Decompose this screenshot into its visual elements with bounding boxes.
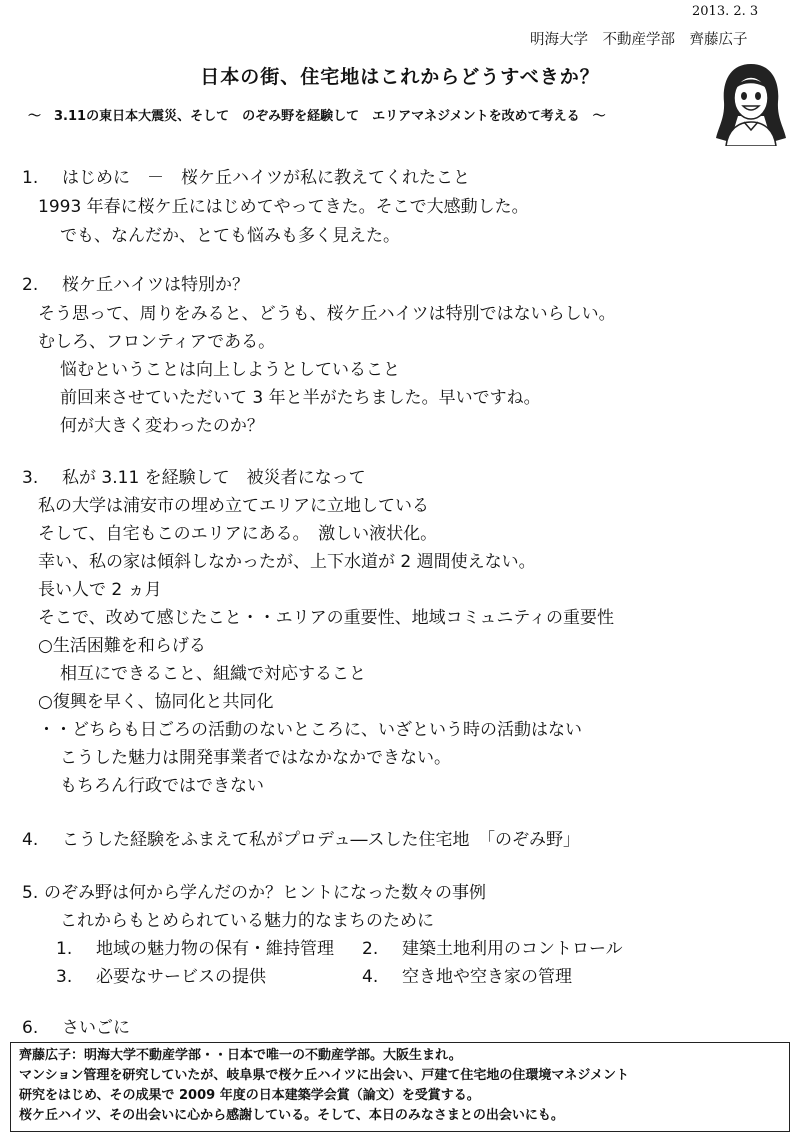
list-item bbox=[362, 962, 572, 987]
section-line: 相互にできること、組織で対応すること bbox=[60, 664, 366, 684]
section-heading-text: のぞみ野は何から学んだのか？ヒントになった数々の事例 bbox=[44, 883, 486, 903]
section-heading-text: 私が 3.11 を経験して 被災者になって bbox=[62, 468, 366, 488]
section-number: 5. bbox=[22, 883, 39, 903]
list-item bbox=[56, 934, 334, 959]
section-line: もちろん行政ではできない bbox=[60, 776, 264, 796]
section-5-heading bbox=[22, 878, 486, 903]
author-bio-box bbox=[10, 1042, 790, 1132]
section-line: 幸い、私の家は傾斜しなかったが、上下水道が 2 週間使えない。 bbox=[38, 552, 536, 572]
section-line: そこで、改めて感じたこと・・エリアの重要性、地域コミュニティの重要性 bbox=[38, 608, 614, 628]
list-item-number: 4. bbox=[362, 967, 379, 987]
page-title: 日本の街、住宅地はこれからどうすべきか？ bbox=[200, 66, 600, 88]
list-item-text: 必要なサービスの提供 bbox=[96, 967, 266, 987]
section-4-heading bbox=[22, 825, 580, 850]
author-avatar-illustration bbox=[712, 58, 790, 146]
bio-line: マンション管理を研究していたが、岐阜県で桜ケ丘ハイツに出会い、戸建て住宅地の住環境マネジメント bbox=[19, 1068, 630, 1083]
section-line: むしろ、フロンティアである。 bbox=[38, 332, 276, 352]
section-line: そして、自宅もこのエリアにある。 激しい液状化。 bbox=[38, 524, 438, 544]
section-line: これからもとめられている魅力的なまちのために bbox=[60, 911, 434, 931]
section-3-heading bbox=[22, 463, 366, 488]
section-line: ○生活困難を和らげる bbox=[38, 636, 206, 656]
section-line: ・・どちらも日ごろの活動のないところに、いざという時の活動はない bbox=[38, 720, 582, 740]
list-item-text: 建築土地利用のコントロール bbox=[402, 939, 623, 959]
list-item-number: 1. bbox=[56, 939, 73, 959]
bio-line: 齊藤広子：明海大学不動産学部・・日本で唯一の不動産学部。大阪生まれ。 bbox=[19, 1048, 462, 1063]
section-line: 私の大学は浦安市の埋め立てエリアに立地している bbox=[38, 496, 429, 516]
bio-line: 桜ケ丘ハイツ、その出会いに心から感謝している。そして、本日のみなさまとの出会いにも。 bbox=[19, 1108, 564, 1123]
section-line: 悩むということは向上しようとしていること bbox=[60, 360, 400, 380]
section-line: 前回来させていただいて 3 年と半がたちました。早いですね。 bbox=[60, 388, 541, 408]
section-number: 6. bbox=[22, 1018, 39, 1038]
list-item-number: 3. bbox=[56, 967, 73, 987]
date: 2013. 2. 3 bbox=[692, 4, 759, 19]
section-line: こうした魅力は開発事業者ではなかなかできない。 bbox=[60, 748, 451, 768]
section-heading-text: はじめに － 桜ケ丘ハイツが私に教えてくれたこと bbox=[62, 168, 470, 188]
section-number: 3. bbox=[22, 468, 39, 488]
page-subtitle: ～ 3.11の東日本大震災、そして のぞみ野を経験して エリアマネジメントを改めて考える ～ bbox=[28, 109, 606, 124]
section-line: 1993 年春に桜ケ丘にはじめてやってきた。そこで大感動した。 bbox=[38, 197, 529, 217]
section-6-heading bbox=[22, 1013, 130, 1038]
section-heading-text: さいごに bbox=[62, 1018, 130, 1038]
list-item-text: 地域の魅力物の保有・維持管理 bbox=[96, 939, 334, 959]
section-2-heading bbox=[22, 270, 249, 295]
section-heading-text: 桜ケ丘ハイツは特別か？ bbox=[62, 275, 249, 295]
section-1-heading bbox=[22, 163, 470, 188]
section-heading-text: こうした経験をふまえて私がプロデュ―スした住宅地 「のぞみ野」 bbox=[62, 830, 580, 850]
list-item bbox=[56, 962, 266, 987]
section-number: 1. bbox=[22, 168, 39, 188]
section-number: 2. bbox=[22, 275, 39, 295]
section-line: ○復興を早く、協同化と共同化 bbox=[38, 692, 274, 712]
section-line: そう思って、周りをみると、どうも、桜ケ丘ハイツは特別ではないらしい。 bbox=[38, 304, 616, 324]
section-line: 何が大きく変わったのか？ bbox=[60, 416, 264, 436]
section-line: 長い人で 2 ヵ月 bbox=[38, 580, 162, 600]
section-number: 4. bbox=[22, 830, 39, 850]
list-item-number: 2. bbox=[362, 939, 379, 959]
bio-line: 研究をはじめ、その成果で 2009 年度の日本建築学会賞（論文）を受賞する。 bbox=[19, 1088, 480, 1103]
section-line: でも、なんだか、とても悩みも多く見えた。 bbox=[60, 226, 400, 246]
author-affiliation: 明海大学 不動産学部 齊藤広子 bbox=[530, 32, 748, 48]
list-item-text: 空き地や空き家の管理 bbox=[402, 967, 572, 987]
list-item bbox=[362, 934, 623, 959]
